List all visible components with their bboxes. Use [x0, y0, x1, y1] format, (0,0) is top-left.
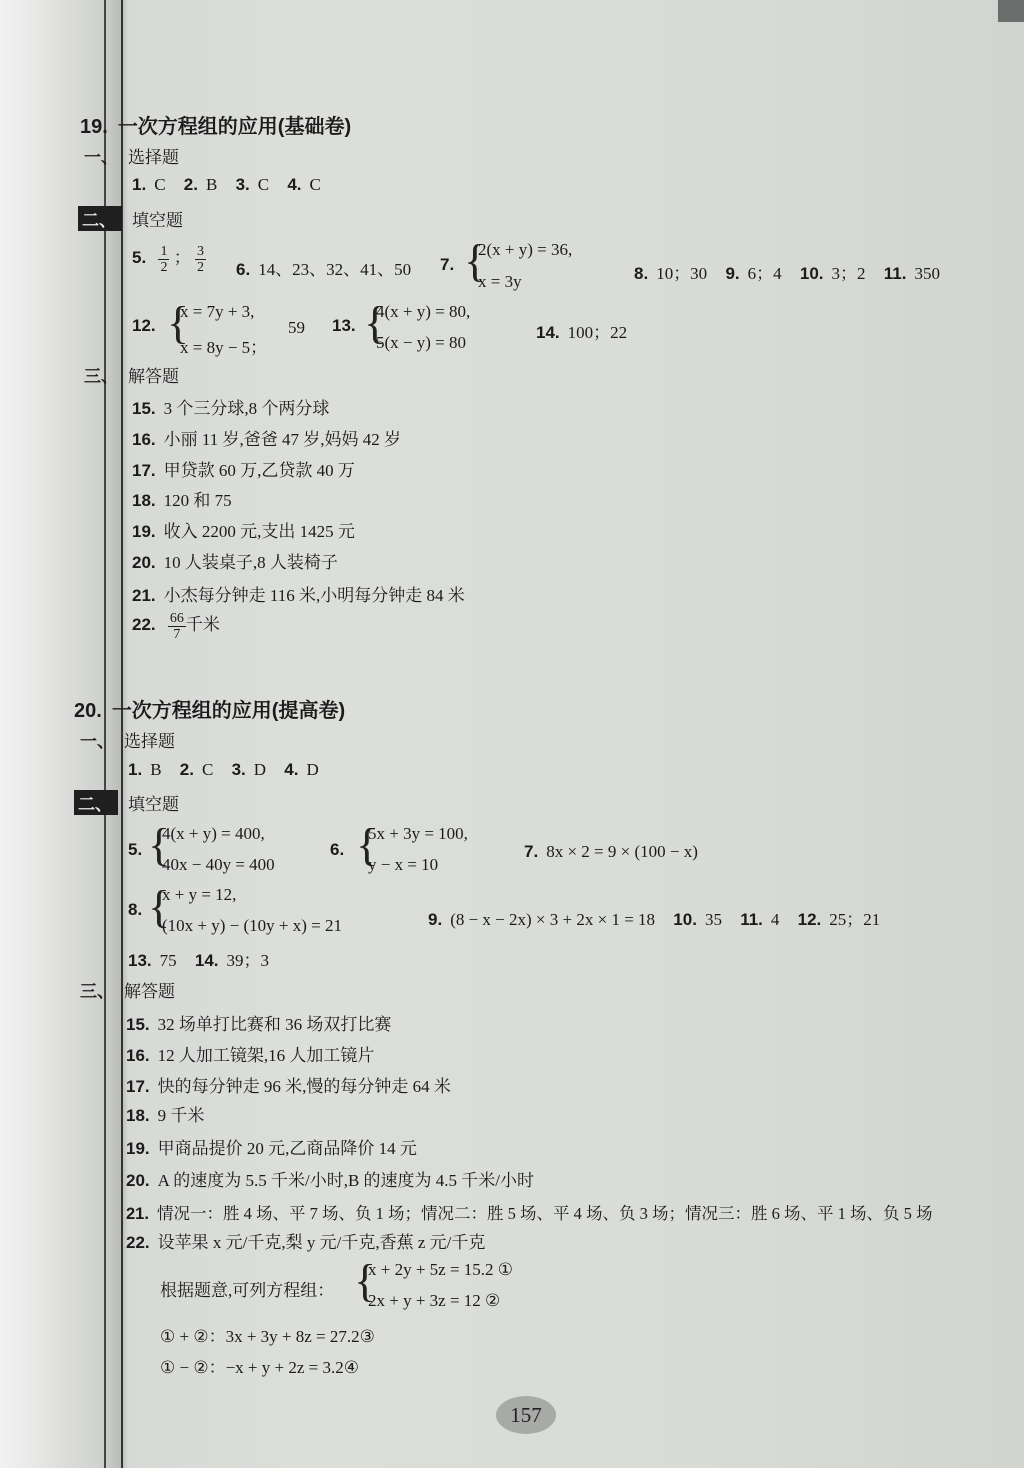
section-19-part-1-heading: 一、 选择题 — [84, 148, 179, 167]
list-item: 17. 快的每分钟走 96 米,慢的每分钟走 64 米 — [126, 1077, 451, 1096]
section-19-part-2-heading: 二、 填空题 — [78, 206, 183, 231]
brace: { — [167, 297, 190, 348]
s19-q12-eq2: x = 8y − 5； — [180, 338, 268, 357]
list-item: 22. 设苹果 x 元/千克,梨 y 元/千克,香蕉 z 元/千克 — [126, 1233, 486, 1252]
s19-q7-number: 7. — [440, 255, 455, 274]
s19-q8-to-q11: 8. 10；30 9. 6；4 10. 3；2 11. 350 — [634, 264, 940, 283]
s19-q7-eq2: x = 3y — [478, 272, 522, 291]
section-20-title: 20. 一次方程组的应用(提高卷) — [74, 700, 346, 722]
section-19-title: 19. 一次方程组的应用(基础卷) — [80, 116, 352, 138]
brace: { — [148, 819, 171, 870]
brace: { — [354, 1255, 377, 1306]
s20-q22-eq1: x + 2y + 5z = 15.2 ① — [368, 1260, 514, 1279]
s19-q12-number: 12. — [132, 316, 156, 335]
s20-q6-eq1: 5x + 3y = 100, — [368, 824, 468, 843]
s19-q13-number: 13. — [332, 316, 356, 335]
section-19-mc-answers: 1. C 2. B 3. C 4. C — [132, 175, 321, 194]
fraction: $\frac{3}{2}$ — [196, 243, 204, 275]
list-item: 16. 小丽 11 岁,爸爸 47 岁,妈妈 42 岁 — [132, 430, 402, 449]
page-corner-shadow — [998, 0, 1024, 22]
s20-q22-lead: 根据题意,可列方程组： — [160, 1281, 335, 1300]
list-item: 20. A 的速度为 5.5 千米/小时,B 的速度为 4.5 千米/小时 — [126, 1171, 535, 1190]
s20-q8-number: 8. — [128, 900, 143, 919]
s19-q6: 6. 14、23、32、41、50 — [236, 260, 412, 279]
list-item: 20. 10 人装桌子,8 人装椅子 — [132, 553, 338, 572]
list-item: 21. 小杰每分钟走 116 米,小明每分钟走 84 米 — [132, 586, 465, 605]
section-20-part-1-heading: 一、 选择题 — [80, 732, 175, 751]
section-20-part-2-heading: 二、 填空题 — [74, 790, 179, 815]
list-item: 18. 9 千米 — [126, 1106, 205, 1125]
s20-q22-step1: ① + ②：3x + 3y + 8z = 27.2③ — [160, 1327, 375, 1346]
fraction: $\frac{66}{7}$ — [169, 610, 184, 642]
s20-q22-step2: ① − ②：−x + y + 2z = 3.2④ — [160, 1358, 359, 1377]
brace: { — [464, 235, 487, 286]
fraction: $\frac{1}{2}$ — [160, 243, 168, 275]
s19-q13-eq2: 5(x − y) = 80 — [376, 333, 466, 352]
list-item: 16. 12 人加工镜架,16 人加工镜片 — [126, 1046, 375, 1065]
brace: { — [148, 881, 171, 932]
list-item: 15. 32 场单打比赛和 36 场双打比赛 — [126, 1015, 392, 1034]
s19-q12-eq1: x = 7y + 3, — [180, 302, 255, 321]
s20-q22-eq2: 2x + y + 3z = 12 ② — [368, 1291, 501, 1310]
s20-q5-eq1: 4(x + y) = 400, — [162, 824, 265, 843]
s19-q22: 22. $\frac{66}{7}$ 千米 — [132, 610, 220, 642]
s20-q5-eq2: 40x − 40y = 400 — [162, 855, 275, 874]
s20-q6-eq2: y − x = 10 — [368, 855, 439, 874]
s19-q7-eq1: 2(x + y) = 36, — [478, 240, 573, 259]
list-item: 19. 收入 2200 元,支出 1425 元 — [132, 522, 355, 541]
s20-q9-to-q12: 9. (8 − x − 2x) × 3 + 2x × 1 = 18 10. 35 11. 4 12. 25；21 — [428, 910, 881, 929]
list-item: 19. 甲商品提价 20 元,乙商品降价 14 元 — [126, 1139, 417, 1158]
s20-q8-eq2: (10x + y) − (10y + x) = 21 — [162, 916, 342, 935]
list-item: 17. 甲贷款 60 万,乙贷款 40 万 — [132, 461, 355, 480]
brace: { — [356, 819, 379, 870]
list-item: 18. 120 和 75 — [132, 491, 232, 510]
list-item: 21. 情况一：胜 4 场、平 7 场、负 1 场；情况二：胜 5 场、平 4 场、负 3 场；情况三：胜 6 场、平 1 场、负 5 场 — [126, 1204, 933, 1223]
brace: { — [364, 297, 387, 348]
s19-q5: 5. $\frac{1}{2}$ ； $\frac{3}{2}$ — [132, 243, 204, 275]
s19-q14: 14. 100；22 — [536, 323, 628, 342]
s20-q13-q14: 13. 75 14. 39；3 — [128, 951, 270, 970]
s19-q13-eq1: 4(x + y) = 80, — [376, 302, 471, 321]
s20-q6-number: 6. — [330, 840, 345, 859]
section-19-part-3-heading: 三、 解答题 — [84, 367, 179, 386]
list-item: 15. 3 个三分球,8 个两分球 — [132, 399, 330, 418]
s19-q12-tail: 59 — [288, 318, 305, 337]
page-number: 157 — [496, 1396, 556, 1434]
s20-q7: 7. 8x × 2 = 9 × (100 − x) — [524, 842, 698, 861]
section-20-part-3-heading: 三、 解答题 — [80, 982, 175, 1001]
s20-q5-number: 5. — [128, 840, 143, 859]
s20-q8-eq1: x + y = 12, — [162, 885, 237, 904]
section-20-mc-answers: 1. B 2. C 3. D 4. D — [128, 760, 319, 779]
